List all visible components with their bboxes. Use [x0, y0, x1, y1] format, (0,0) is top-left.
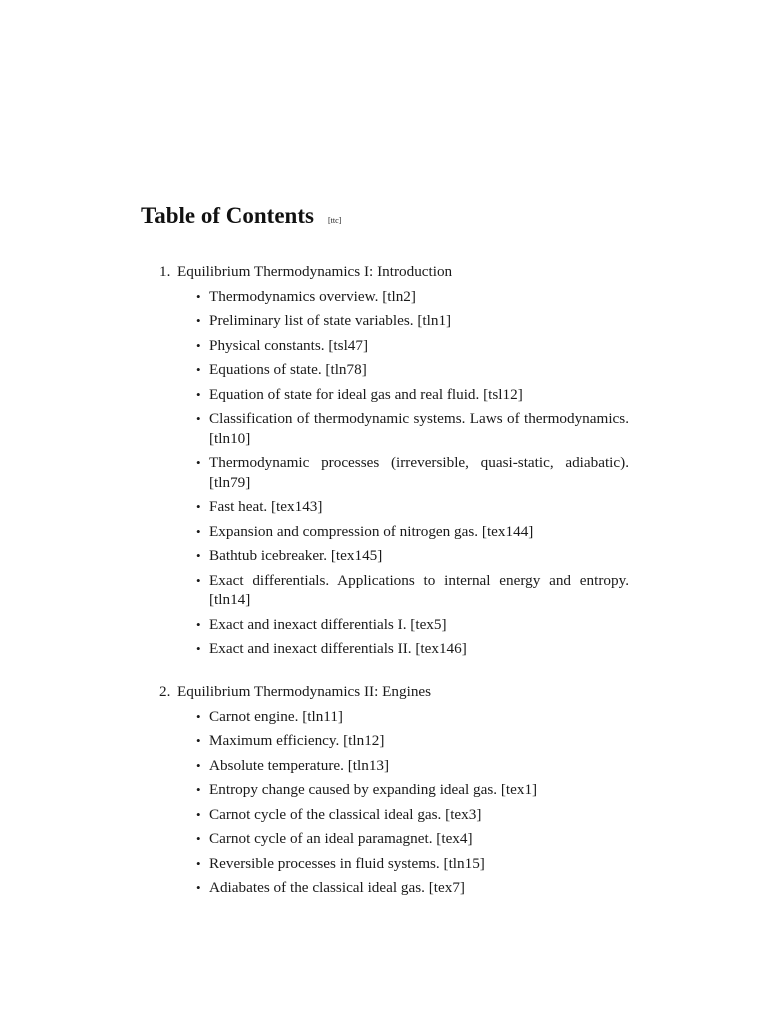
- bullet-icon: •: [196, 616, 201, 632]
- list-item-text: Exact and inexact differentials II. [tex146]: [209, 640, 467, 657]
- bullet-icon: •: [196, 831, 201, 846]
- list-item-text: Carnot cycle of an ideal paramagnet. [tex4]: [209, 830, 473, 847]
- list-item-text: Exact and inexact differentials I. [tex5]: [209, 615, 447, 633]
- list-item-text: Adiabates of the classical ideal gas. [tex7]: [209, 879, 465, 896]
- list-item-text: Carnot cycle of the classical ideal gas. [tex3]: [209, 805, 482, 823]
- list-item-text: Preliminary list of state variables. [tln1]: [209, 312, 452, 329]
- bullet-icon: •: [196, 313, 201, 328]
- list-item-text: Bathtub icebreaker. [tex145]: [209, 547, 383, 564]
- list-item-text: Entropy change caused by expanding ideal gas. [tex1]: [209, 781, 538, 798]
- list-item: [193, 731, 629, 751]
- list-item-text: Thermodynamics overview. [tln2]: [209, 287, 416, 305]
- bullet-icon: •: [196, 499, 201, 514]
- list-item: [193, 311, 629, 331]
- section-number: 1.: [159, 263, 171, 280]
- bullet-icon: •: [196, 855, 201, 871]
- bullet-icon: •: [196, 337, 201, 353]
- section-title: Equilibrium Thermodynamics I: Introduction: [177, 263, 453, 280]
- bullet-icon: •: [196, 523, 201, 539]
- list-item: [193, 639, 629, 659]
- title-tag: [ttc]: [327, 216, 342, 225]
- bullet-icon: •: [196, 806, 201, 822]
- bullet-icon: •: [196, 548, 201, 563]
- section-title: Equilibrium Thermodynamics II: Engines: [177, 683, 432, 700]
- section-number: 2.: [159, 683, 171, 700]
- list-item-text: Maximum efficiency. [tln12]: [209, 732, 385, 749]
- list-item: [193, 453, 629, 492]
- list-item-text: Physical constants. [tsl47]: [209, 336, 369, 354]
- bullet-icon: •: [196, 641, 201, 656]
- list-item-text: Reversible processes in fluid systems. [tln15]: [209, 854, 485, 872]
- list-item: [193, 287, 629, 307]
- list-item: [193, 756, 629, 776]
- list-item-text: Equation of state for ideal gas and real fluid. [tsl12]: [209, 385, 523, 403]
- section-1: [159, 262, 639, 664]
- page-title: Table of Contents: [141, 203, 314, 228]
- section-heading: [159, 262, 639, 282]
- list-item-text: Classification of thermodynamic systems. Laws of thermodynamics. [tln10]: [209, 410, 629, 447]
- bullet-icon: •: [196, 386, 201, 402]
- list-item: [193, 546, 629, 566]
- list-item-text: Carnot engine. [tln11]: [209, 707, 343, 725]
- list-item: [193, 409, 629, 448]
- list-item-text: Equations of state. [tln78]: [209, 361, 367, 378]
- list-item: [193, 615, 629, 635]
- bullet-icon: •: [196, 733, 201, 748]
- list-item: [193, 805, 629, 825]
- list-item: [193, 497, 629, 517]
- list-item-text: Exact differentials. Applications to internal energy and entropy. [tln14]: [209, 571, 629, 608]
- bullet-icon: •: [196, 572, 201, 588]
- bullet-icon: •: [196, 782, 201, 797]
- list-item: [193, 829, 629, 849]
- section-items: [159, 287, 639, 659]
- list-item: [193, 780, 629, 800]
- bullet-icon: •: [196, 708, 201, 724]
- list-item-text: Fast heat. [tex143]: [209, 498, 323, 515]
- list-item-text: Absolute temperature. [tln13]: [209, 756, 390, 774]
- list-item: [193, 336, 629, 356]
- section-2: [159, 682, 639, 903]
- bullet-icon: •: [196, 411, 201, 426]
- list-item-text: Expansion and compression of nitrogen gas. [tex144]: [209, 522, 534, 540]
- list-item-text: Thermodynamic processes (irreversible, quasi-static, adiabatic). [tln79]: [209, 454, 629, 491]
- list-item: [193, 707, 629, 727]
- bullet-icon: •: [196, 362, 201, 377]
- list-item: [193, 571, 629, 610]
- list-item: [193, 522, 629, 542]
- section-items: [159, 707, 639, 898]
- bullet-icon: •: [196, 288, 201, 304]
- bullet-icon: •: [196, 757, 201, 773]
- list-item: [193, 854, 629, 874]
- bullet-icon: •: [196, 880, 201, 895]
- list-item: [193, 360, 629, 380]
- list-item: [193, 385, 629, 405]
- section-heading: [159, 682, 639, 702]
- list-item: [193, 878, 629, 898]
- title-row: [141, 203, 341, 229]
- bullet-icon: •: [196, 455, 201, 470]
